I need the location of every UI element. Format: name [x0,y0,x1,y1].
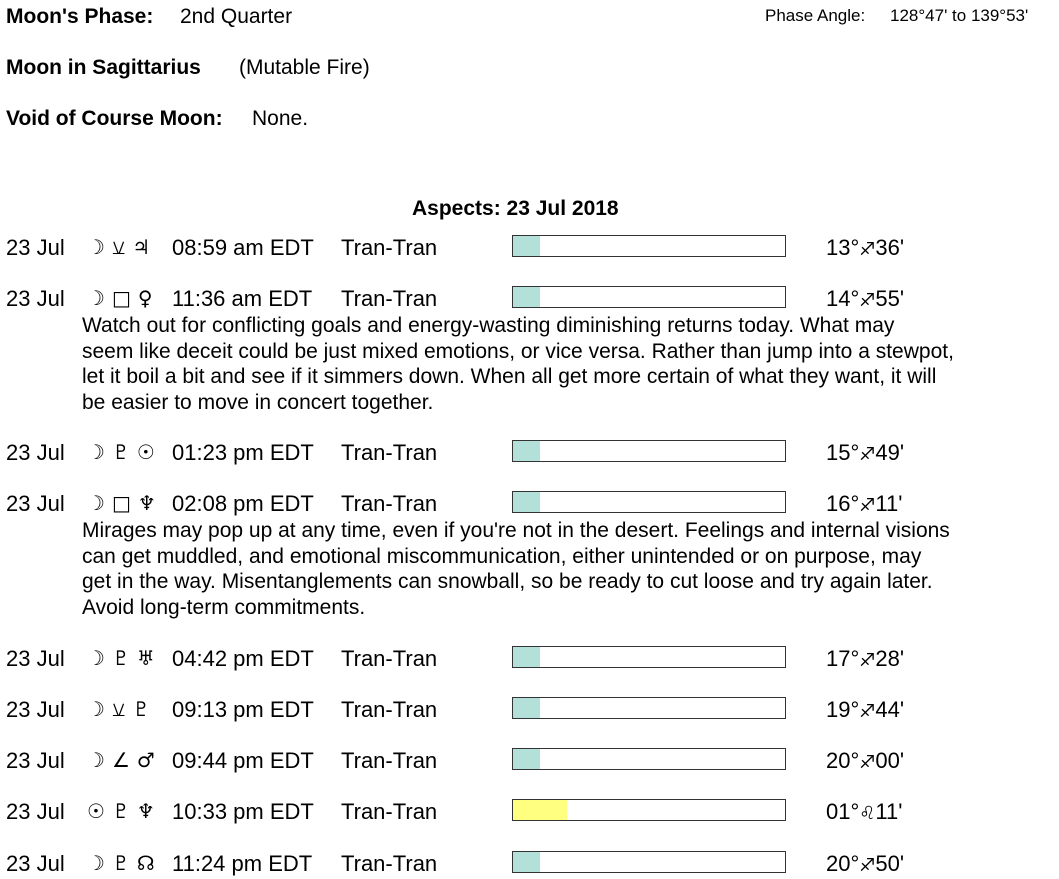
aspect-glyphs [87,851,156,875]
aspect-time: 09:44 pm EDT [172,748,314,773]
position-degree: 13° [826,235,860,260]
planet-1-icon: ☽ [87,851,106,875]
void-of-course-value: None. [252,107,309,130]
planet-2-icon: ☉ [136,440,156,464]
position-minutes: 00' [875,748,905,773]
zodiac-sign-icon: ♐ [859,752,876,773]
moon-sign-element: (Mutable Fire) [239,56,370,79]
strength-bar [512,491,786,513]
aspect-position [826,440,904,466]
planet-1-icon: ☉ [87,799,106,823]
aspect-time: 10:33 pm EDT [172,799,314,824]
zodiac-sign-icon: ♐ [859,239,876,260]
aspect-icon: ♇ [111,646,131,670]
aspect-glyphs [87,646,156,670]
aspect-icon: □ [111,286,132,310]
aspect-description [82,313,1047,415]
strength-bar [512,235,786,257]
planet-2-icon: ♇ [132,697,152,721]
aspect-row [0,235,1059,261]
aspect-type: Tran-Tran [341,286,438,311]
position-minutes: 11' [875,491,903,516]
aspect-glyphs [87,748,156,772]
aspect-date: 23 Jul [6,440,65,465]
strength-bar [512,748,786,770]
aspect-position [826,851,904,877]
strength-bar [512,799,786,821]
aspect-date: 23 Jul [6,851,65,876]
planet-2-icon: ♂ [136,748,156,772]
aspect-date: 23 Jul [6,646,65,671]
aspect-position [826,646,904,672]
position-degree: 16° [826,491,860,516]
description-line: seem like deceit could be just mixed emotions, or vice versa. Rather than jump into a stewpot, [82,339,954,363]
aspect-type: Tran-Tran [341,748,438,773]
aspect-position [826,748,904,774]
planet-1-icon: ☽ [87,491,106,515]
aspect-type: Tran-Tran [341,491,438,516]
strength-bar [512,697,786,719]
strength-bar-fill [513,749,540,769]
aspect-glyphs [87,286,154,310]
aspect-row [0,697,1059,723]
position-degree: 20° [826,851,860,876]
aspect-type: Tran-Tran [341,697,438,722]
aspect-position [826,235,904,261]
description-line: Watch out for conflicting goals and energy-wasting diminishing returns today. What may [82,314,895,337]
strength-bar [512,286,786,308]
aspect-icon: ⚺ [111,697,127,721]
position-minutes: 28' [875,646,905,671]
position-degree: 14° [826,286,860,311]
planet-2-icon: ♃ [132,235,152,259]
phase-value: 2nd Quarter [180,5,293,28]
planet-1-icon: ☽ [87,646,106,670]
aspect-icon: ∠ [111,748,131,772]
aspects-title: Aspects: 23 Jul 2018 [412,197,619,220]
aspect-position [826,799,902,825]
aspect-type: Tran-Tran [341,851,438,876]
planet-1-icon: ☽ [87,235,106,259]
zodiac-sign-icon: ♌ [859,803,876,824]
strength-bar-fill [513,800,567,820]
strength-bar-fill [513,287,540,307]
position-minutes: 44' [875,697,905,722]
description-line: get in the way. Misentanglements can snowball, so be ready to cut loose and try again later. [82,570,933,593]
zodiac-sign-icon: ♐ [859,495,876,516]
aspect-type: Tran-Tran [341,235,438,260]
moon-sign-label: Moon in Sagittarius [6,56,201,79]
aspect-icon: ♇ [111,440,131,464]
planet-1-icon: ☽ [87,748,106,772]
aspect-position [826,286,904,312]
aspect-row [0,799,1059,825]
aspect-icon: ⚺ [111,235,127,259]
aspect-row [0,851,1059,877]
aspect-date: 23 Jul [6,748,65,773]
aspect-type: Tran-Tran [341,646,438,671]
description-line: be easier to move in concert together. [82,390,434,414]
planet-1-icon: ☽ [87,440,106,464]
description-line: can get muddled, and emotional miscommunication, either unintended or on purpose, may [82,544,922,568]
aspect-time: 02:08 pm EDT [172,491,314,516]
strength-bar-fill [513,852,540,872]
aspect-row [0,748,1059,774]
aspect-type: Tran-Tran [341,799,438,824]
description-line: let it boil a bit and see if it simmers down. When all get more certain of what they want, it will [82,365,937,388]
position-minutes: 50' [875,851,905,876]
position-degree: 01° [826,799,860,824]
position-degree: 19° [826,697,860,722]
zodiac-sign-icon: ♐ [859,290,876,311]
aspect-time: 01:23 pm EDT [172,440,314,465]
position-minutes: 11' [875,799,903,824]
position-minutes: 49' [875,440,905,465]
aspect-time: 11:36 am EDT [172,286,313,311]
position-degree: 20° [826,748,860,773]
strength-bar [512,646,786,668]
planet-2-icon: ♆ [137,491,157,515]
aspect-glyphs [87,235,151,259]
aspect-description [82,518,1047,620]
zodiac-sign-icon: ♐ [859,650,876,671]
aspect-glyphs [87,440,156,464]
zodiac-sign-icon: ♐ [859,701,876,722]
strength-bar-fill [513,492,540,512]
planet-2-icon: ♅ [136,646,156,670]
strength-bar [512,440,786,462]
strength-bar-fill [513,698,540,718]
aspect-row [0,286,1059,312]
phase-angle-value: 128°47' to 139°53' [890,6,1029,25]
phase-angle-label: Phase Angle: [765,6,866,25]
planet-1-icon: ☽ [87,697,106,721]
aspect-date: 23 Jul [6,697,65,722]
aspect-time: 04:42 pm EDT [172,646,314,671]
position-minutes: 55' [875,286,905,311]
aspect-time: 09:13 pm EDT [172,697,314,722]
planet-2-icon: ☊ [136,851,156,875]
aspect-type: Tran-Tran [341,440,438,465]
zodiac-sign-icon: ♐ [859,444,876,465]
strength-bar-fill [513,647,540,667]
aspect-time: 08:59 am EDT [172,235,314,260]
aspect-time: 11:24 pm EDT [172,851,313,876]
planet-1-icon: ☽ [87,286,106,310]
description-line: Avoid long-term commitments. [82,595,366,619]
description-line: Mirages may pop up at any time, even if you're not in the desert. Feelings and internal visions [82,519,950,542]
phase-label: Moon's Phase: [6,5,154,28]
planet-2-icon: ♀ [137,286,154,310]
strength-bar-fill [513,441,540,461]
aspect-row [0,440,1059,466]
position-degree: 15° [826,440,860,465]
aspect-position [826,697,904,723]
aspect-row [0,491,1059,517]
position-degree: 17° [826,646,860,671]
aspect-icon: ♇ [111,799,131,823]
void-of-course-label: Void of Course Moon: [6,107,223,130]
aspect-icon: ♇ [111,851,131,875]
strength-bar-fill [513,236,540,256]
aspect-icon: □ [111,491,132,515]
aspect-date: 23 Jul [6,286,65,311]
zodiac-sign-icon: ♐ [859,855,876,876]
aspect-date: 23 Jul [6,235,65,260]
aspect-glyphs [87,491,157,515]
aspect-glyphs [87,799,156,823]
planet-2-icon: ♆ [136,799,156,823]
aspect-glyphs [87,697,151,721]
aspect-date: 23 Jul [6,491,65,516]
aspect-row [0,646,1059,672]
position-minutes: 36' [875,235,905,260]
aspect-date: 23 Jul [6,799,65,824]
strength-bar [512,851,786,873]
aspect-position [826,491,902,517]
